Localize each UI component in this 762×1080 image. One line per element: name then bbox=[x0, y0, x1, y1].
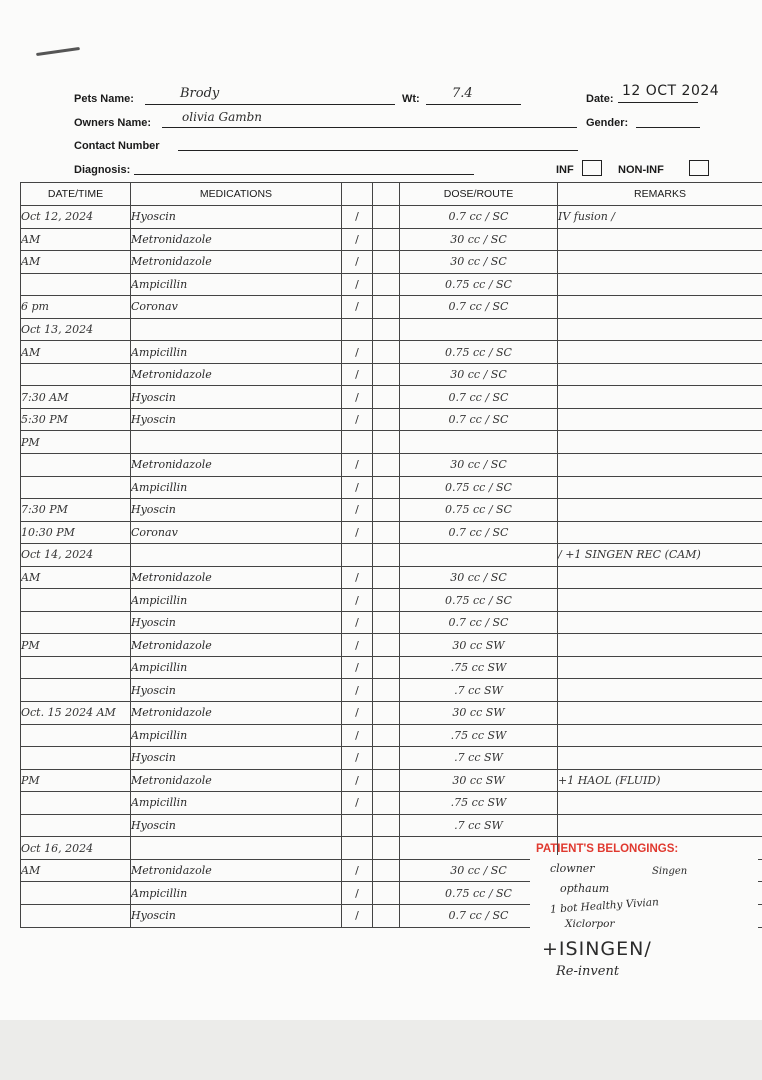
medication-cell: Hyoscin bbox=[131, 904, 342, 927]
date-time-cell bbox=[21, 679, 131, 702]
dose-route-cell: 30 cc / SC bbox=[400, 228, 558, 251]
remarks-cell bbox=[558, 656, 762, 679]
remarks-cell bbox=[558, 724, 762, 747]
check-cell: / bbox=[342, 724, 373, 747]
medication-cell: Metronidazole bbox=[131, 859, 342, 882]
belongings-item: Xiclorpor bbox=[565, 918, 615, 930]
remarks-cell: +1 HAOL (FLUID) bbox=[558, 769, 762, 792]
dose-route-cell: 0.7 cc / SC bbox=[400, 206, 558, 229]
date-time-cell bbox=[21, 792, 131, 815]
check-cell-2 bbox=[373, 431, 400, 454]
check-cell: / bbox=[342, 408, 373, 431]
medication-cell: Hyoscin bbox=[131, 611, 342, 634]
date-time-cell bbox=[21, 363, 131, 386]
check-cell: / bbox=[342, 769, 373, 792]
dose-route-cell: 0.75 cc / SC bbox=[400, 341, 558, 364]
remarks-cell: IV fusion / bbox=[558, 206, 762, 229]
table-row bbox=[21, 656, 762, 679]
date-time-cell: AM bbox=[21, 566, 131, 589]
date-time-cell: AM bbox=[21, 859, 131, 882]
table-body bbox=[21, 206, 762, 928]
check-cell-2 bbox=[373, 363, 400, 386]
dose-route-cell: 0.75 cc / SC bbox=[400, 882, 558, 905]
check-cell-2 bbox=[373, 273, 400, 296]
medication-cell: Hyoscin bbox=[131, 386, 342, 409]
check-cell: / bbox=[342, 454, 373, 477]
check-cell: / bbox=[342, 792, 373, 815]
owners-name-line bbox=[162, 127, 577, 128]
check-cell-2 bbox=[373, 454, 400, 477]
remarks-cell bbox=[558, 611, 762, 634]
table-row bbox=[21, 363, 762, 386]
belongings-title: PATIENT'S BELONGINGS: bbox=[536, 843, 679, 855]
belongings-item: 1 bot Healthy Vivian bbox=[549, 896, 660, 916]
check-cell-2 bbox=[373, 814, 400, 837]
table-row bbox=[21, 566, 762, 589]
check-cell: / bbox=[342, 634, 373, 657]
date-time-cell: 7:30 AM bbox=[21, 386, 131, 409]
check-cell-2 bbox=[373, 882, 400, 905]
table-row bbox=[21, 544, 762, 567]
check-cell: / bbox=[342, 296, 373, 319]
medication-cell: Metronidazole bbox=[131, 634, 342, 657]
pets-name-value: Brody bbox=[180, 86, 220, 101]
inf-label: INF bbox=[556, 164, 574, 176]
table-row bbox=[21, 228, 762, 251]
date-time-cell: Oct 13, 2024 bbox=[21, 318, 131, 341]
remarks-cell bbox=[558, 251, 762, 274]
dose-route-cell: 30 cc SW bbox=[400, 634, 558, 657]
date-line bbox=[618, 102, 698, 103]
check-cell bbox=[342, 837, 373, 860]
dose-route-cell bbox=[400, 318, 558, 341]
table-row bbox=[21, 431, 762, 454]
header-date-time: DATE/TIME bbox=[21, 183, 131, 206]
table-row bbox=[21, 341, 762, 364]
dose-route-cell: .7 cc SW bbox=[400, 814, 558, 837]
medication-cell: Hyoscin bbox=[131, 679, 342, 702]
dose-route-cell: 0.7 cc / SC bbox=[400, 386, 558, 409]
contact-label: Contact Number bbox=[74, 140, 160, 152]
check-cell-2 bbox=[373, 476, 400, 499]
check-cell: / bbox=[342, 206, 373, 229]
page-margin bbox=[0, 1020, 762, 1080]
table-row bbox=[21, 454, 762, 477]
date-time-cell: AM bbox=[21, 228, 131, 251]
remarks-cell bbox=[558, 431, 762, 454]
table-row bbox=[21, 318, 762, 341]
remarks-cell bbox=[558, 634, 762, 657]
medication-cell bbox=[131, 544, 342, 567]
check-cell: / bbox=[342, 611, 373, 634]
date-time-cell bbox=[21, 454, 131, 477]
medication-cell: Metronidazole bbox=[131, 566, 342, 589]
remarks-cell bbox=[558, 408, 762, 431]
remarks-cell bbox=[558, 566, 762, 589]
medication-cell: Coronav bbox=[131, 296, 342, 319]
check-cell-2 bbox=[373, 296, 400, 319]
table-row bbox=[21, 724, 762, 747]
dose-route-cell: 30 cc / SC bbox=[400, 251, 558, 274]
table-header-row bbox=[21, 183, 762, 206]
contact-line bbox=[178, 150, 578, 151]
remarks-cell bbox=[558, 228, 762, 251]
check-cell-2 bbox=[373, 702, 400, 725]
check-cell: / bbox=[342, 251, 373, 274]
medication-cell: Ampicillin bbox=[131, 476, 342, 499]
dose-route-cell: .7 cc SW bbox=[400, 747, 558, 770]
table-row bbox=[21, 769, 762, 792]
medication-cell bbox=[131, 318, 342, 341]
table-row bbox=[21, 408, 762, 431]
check-cell: / bbox=[342, 679, 373, 702]
check-cell-2 bbox=[373, 656, 400, 679]
table-row bbox=[21, 206, 762, 229]
check-cell-2 bbox=[373, 904, 400, 927]
pets-name-label: Pets Name: bbox=[74, 93, 134, 105]
header-check-1 bbox=[342, 183, 373, 206]
date-time-cell bbox=[21, 273, 131, 296]
check-cell-2 bbox=[373, 228, 400, 251]
medication-cell: Coronav bbox=[131, 521, 342, 544]
inf-checkbox[interactable] bbox=[582, 160, 602, 176]
dose-route-cell: 0.7 cc / SC bbox=[400, 408, 558, 431]
wt-label: Wt: bbox=[402, 93, 420, 105]
dose-route-cell: .75 cc SW bbox=[400, 792, 558, 815]
check-cell-2 bbox=[373, 386, 400, 409]
check-cell bbox=[342, 318, 373, 341]
medication-cell: Hyoscin bbox=[131, 408, 342, 431]
dose-route-cell: 30 cc SW bbox=[400, 702, 558, 725]
dose-route-cell: 0.7 cc / SC bbox=[400, 521, 558, 544]
check-cell: / bbox=[342, 566, 373, 589]
check-cell: / bbox=[342, 521, 373, 544]
remarks-cell bbox=[558, 318, 762, 341]
remarks-cell bbox=[558, 454, 762, 477]
remarks-cell bbox=[558, 273, 762, 296]
date-label: Date: bbox=[586, 93, 614, 105]
check-cell-2 bbox=[373, 318, 400, 341]
medication-cell: Metronidazole bbox=[131, 251, 342, 274]
check-cell: / bbox=[342, 228, 373, 251]
date-time-cell: AM bbox=[21, 341, 131, 364]
check-cell-2 bbox=[373, 341, 400, 364]
dose-route-cell: 30 cc / SC bbox=[400, 454, 558, 477]
remarks-cell bbox=[558, 792, 762, 815]
table-row bbox=[21, 679, 762, 702]
date-time-cell: PM bbox=[21, 634, 131, 657]
remarks-cell bbox=[558, 499, 762, 522]
table-row bbox=[21, 589, 762, 612]
remarks-cell bbox=[558, 702, 762, 725]
check-cell-2 bbox=[373, 634, 400, 657]
medication-cell: Metronidazole bbox=[131, 769, 342, 792]
check-cell: / bbox=[342, 747, 373, 770]
date-time-cell: Oct 16, 2024 bbox=[21, 837, 131, 860]
check-cell-2 bbox=[373, 611, 400, 634]
table-row bbox=[21, 702, 762, 725]
date-time-cell bbox=[21, 904, 131, 927]
table-row bbox=[21, 747, 762, 770]
date-time-cell: Oct. 15 2024 AM bbox=[21, 702, 131, 725]
table-row bbox=[21, 792, 762, 815]
check-cell: / bbox=[342, 273, 373, 296]
check-cell-2 bbox=[373, 792, 400, 815]
gender-label: Gender: bbox=[586, 117, 629, 129]
date-time-cell: PM bbox=[21, 431, 131, 454]
noninf-label: NON-INF bbox=[618, 164, 664, 176]
date-time-cell bbox=[21, 814, 131, 837]
noninf-checkbox[interactable] bbox=[689, 160, 709, 176]
check-cell: / bbox=[342, 341, 373, 364]
check-cell bbox=[342, 814, 373, 837]
check-cell-2 bbox=[373, 206, 400, 229]
check-cell-2 bbox=[373, 679, 400, 702]
remarks-cell bbox=[558, 363, 762, 386]
medication-table bbox=[20, 182, 762, 928]
dose-route-cell: 0.75 cc / SC bbox=[400, 273, 558, 296]
date-time-cell bbox=[21, 724, 131, 747]
belongings-item: Singen bbox=[652, 866, 688, 877]
medication-cell: Metronidazole bbox=[131, 363, 342, 386]
medication-cell: Hyoscin bbox=[131, 814, 342, 837]
check-cell-2 bbox=[373, 859, 400, 882]
date-time-cell bbox=[21, 611, 131, 634]
check-cell-2 bbox=[373, 566, 400, 589]
dose-route-cell bbox=[400, 544, 558, 567]
check-cell bbox=[342, 431, 373, 454]
footer-note: +ISINGEN/ bbox=[542, 938, 652, 960]
dose-route-cell: .75 cc SW bbox=[400, 656, 558, 679]
remarks-cell bbox=[558, 747, 762, 770]
remarks-cell bbox=[558, 386, 762, 409]
date-time-cell: Oct 12, 2024 bbox=[21, 206, 131, 229]
table-row bbox=[21, 521, 762, 544]
footer-note: Re-invent bbox=[556, 964, 620, 979]
date-time-cell: AM bbox=[21, 251, 131, 274]
gender-line bbox=[636, 127, 700, 128]
header-dose-route: DOSE/ROUTE bbox=[400, 183, 558, 206]
dose-route-cell: 30 cc SW bbox=[400, 769, 558, 792]
table-row bbox=[21, 273, 762, 296]
diagnosis-line bbox=[134, 174, 474, 175]
check-cell: / bbox=[342, 589, 373, 612]
table-row bbox=[21, 296, 762, 319]
check-cell: / bbox=[342, 499, 373, 522]
header-check-2 bbox=[373, 183, 400, 206]
remarks-cell bbox=[558, 521, 762, 544]
date-time-cell: 10:30 PM bbox=[21, 521, 131, 544]
check-cell-2 bbox=[373, 589, 400, 612]
dose-route-cell: 30 cc / SC bbox=[400, 566, 558, 589]
medication-cell: Metronidazole bbox=[131, 454, 342, 477]
check-cell-2 bbox=[373, 544, 400, 567]
medication-cell: Ampicillin bbox=[131, 882, 342, 905]
medication-cell bbox=[131, 837, 342, 860]
table-row bbox=[21, 499, 762, 522]
table-row bbox=[21, 634, 762, 657]
dose-route-cell: 0.7 cc / SC bbox=[400, 296, 558, 319]
dose-route-cell: .75 cc SW bbox=[400, 724, 558, 747]
date-time-cell: 6 pm bbox=[21, 296, 131, 319]
check-cell: / bbox=[342, 363, 373, 386]
diagnosis-label: Diagnosis: bbox=[74, 164, 131, 176]
pets-name-line bbox=[145, 104, 395, 105]
remarks-cell bbox=[558, 476, 762, 499]
date-time-cell bbox=[21, 476, 131, 499]
dose-route-cell: 0.75 cc / SC bbox=[400, 499, 558, 522]
date-value: 12 OCT 2024 bbox=[622, 83, 720, 99]
check-cell: / bbox=[342, 882, 373, 905]
medication-cell: Ampicillin bbox=[131, 656, 342, 679]
check-cell: / bbox=[342, 656, 373, 679]
check-cell-2 bbox=[373, 408, 400, 431]
dose-route-cell bbox=[400, 431, 558, 454]
date-time-cell bbox=[21, 882, 131, 905]
table-row bbox=[21, 814, 762, 837]
medication-cell: Hyoscin bbox=[131, 499, 342, 522]
date-time-cell: 5:30 PM bbox=[21, 408, 131, 431]
date-time-cell bbox=[21, 747, 131, 770]
check-cell: / bbox=[342, 904, 373, 927]
medication-cell: Ampicillin bbox=[131, 273, 342, 296]
dose-route-cell: 30 cc / SC bbox=[400, 363, 558, 386]
remarks-cell bbox=[558, 296, 762, 319]
remarks-cell bbox=[558, 814, 762, 837]
dose-route-cell: 0.75 cc / SC bbox=[400, 589, 558, 612]
owners-name-value: olivia Gambn bbox=[182, 110, 263, 124]
check-cell: / bbox=[342, 702, 373, 725]
owners-name-label: Owners Name: bbox=[74, 117, 152, 129]
check-cell: / bbox=[342, 859, 373, 882]
wt-value: 7.4 bbox=[452, 86, 473, 101]
check-cell: / bbox=[342, 476, 373, 499]
medication-cell: Hyoscin bbox=[131, 206, 342, 229]
date-time-cell bbox=[21, 656, 131, 679]
medication-cell bbox=[131, 431, 342, 454]
medication-cell: Ampicillin bbox=[131, 792, 342, 815]
check-cell-2 bbox=[373, 724, 400, 747]
dose-route-cell: .7 cc SW bbox=[400, 679, 558, 702]
medication-cell: Ampicillin bbox=[131, 341, 342, 364]
check-cell-2 bbox=[373, 251, 400, 274]
dose-route-cell: 30 cc / SC bbox=[400, 859, 558, 882]
dose-route-cell: 0.7 cc / SC bbox=[400, 611, 558, 634]
date-time-cell bbox=[21, 589, 131, 612]
check-cell-2 bbox=[373, 747, 400, 770]
check-cell: / bbox=[342, 386, 373, 409]
medication-cell: Ampicillin bbox=[131, 589, 342, 612]
remarks-cell: / +1 SINGEN REC (CAM) bbox=[558, 544, 762, 567]
check-cell-2 bbox=[373, 499, 400, 522]
table-row bbox=[21, 476, 762, 499]
check-cell-2 bbox=[373, 769, 400, 792]
check-cell-2 bbox=[373, 837, 400, 860]
remarks-cell bbox=[558, 589, 762, 612]
dose-route-cell: 0.7 cc / SC bbox=[400, 904, 558, 927]
wt-line bbox=[426, 104, 521, 105]
date-time-cell: PM bbox=[21, 769, 131, 792]
date-time-cell: Oct 14, 2024 bbox=[21, 544, 131, 567]
remarks-cell bbox=[558, 679, 762, 702]
header-medications: MEDICATIONS bbox=[131, 183, 342, 206]
belongings-item: clowner bbox=[550, 862, 595, 875]
date-time-cell: 7:30 PM bbox=[21, 499, 131, 522]
medication-cell: Ampicillin bbox=[131, 724, 342, 747]
remarks-cell bbox=[558, 341, 762, 364]
check-cell-2 bbox=[373, 521, 400, 544]
table-row bbox=[21, 386, 762, 409]
medication-cell: Metronidazole bbox=[131, 228, 342, 251]
medication-cell: Hyoscin bbox=[131, 747, 342, 770]
belongings-item: opthaum bbox=[560, 882, 610, 895]
table-row bbox=[21, 251, 762, 274]
header-remarks: REMARKS bbox=[558, 183, 762, 206]
dose-route-cell: 0.75 cc / SC bbox=[400, 476, 558, 499]
table-row bbox=[21, 611, 762, 634]
check-cell bbox=[342, 544, 373, 567]
medication-cell: Metronidazole bbox=[131, 702, 342, 725]
